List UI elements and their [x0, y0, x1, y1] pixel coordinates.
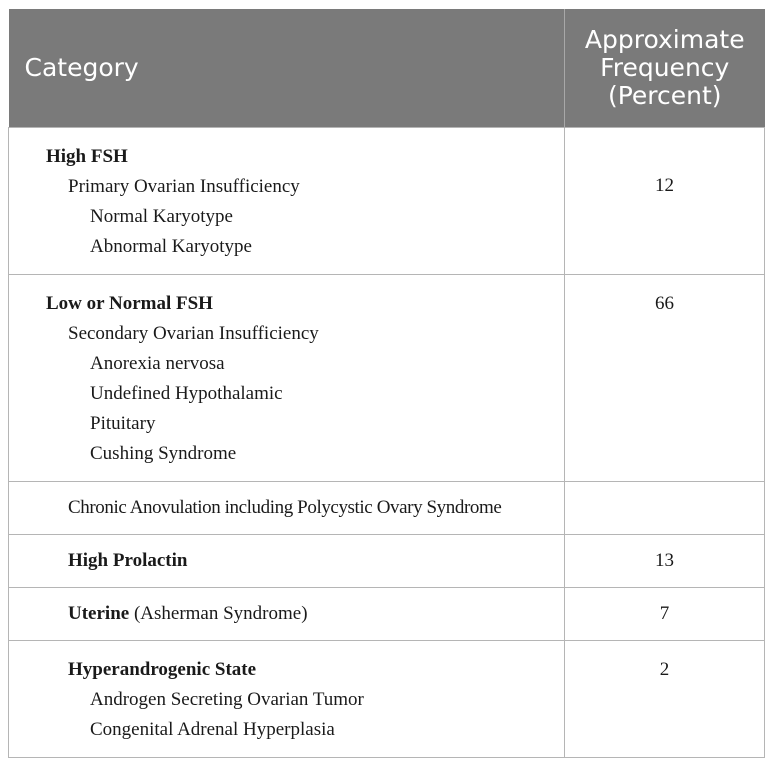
category-cell [9, 128, 565, 275]
amenorrhea-causes-table [8, 9, 765, 758]
frequency-value: 7 [659, 603, 670, 624]
table-row [9, 275, 765, 482]
header-category: Category [9, 9, 565, 128]
list-item: Undefined Hypothalamic [90, 383, 283, 404]
list-item: Anorexia nervosa [90, 353, 225, 374]
list-item: Abnormal Karyotype [90, 236, 252, 257]
category-cell [9, 275, 565, 482]
frequency-value: 2 [659, 659, 670, 680]
list-item: Congenital Adrenal Hyperplasia [90, 719, 335, 740]
list-item: Normal Karyotype [90, 206, 233, 227]
list-item: Cushing Syndrome [90, 443, 237, 464]
frequency-cell [565, 588, 765, 641]
category-cell [9, 535, 565, 588]
category-heading: Low or Normal FSH [46, 293, 213, 314]
category-heading: Hyperandrogenic State [68, 659, 257, 680]
table-row [9, 128, 765, 275]
table-row [9, 641, 765, 758]
category-text: Chronic Anovulation including Polycystic Ovary Syndrome [68, 497, 502, 518]
header-frequency-line: (Percent) [607, 81, 722, 110]
subcategory: Primary Ovarian Insufficiency [68, 176, 300, 197]
table-row [9, 482, 765, 535]
category-line [9, 599, 564, 629]
header-row [9, 9, 765, 128]
category-cell [9, 588, 565, 641]
header-frequency-line: Approximate [584, 25, 745, 54]
category-heading: High FSH [46, 146, 128, 167]
category-heading: Uterine [68, 603, 130, 624]
table-row [9, 535, 765, 588]
category-cell [9, 482, 565, 535]
frequency-value: 66 [655, 293, 674, 314]
list-item: Pituitary [90, 413, 156, 434]
frequency-cell [565, 535, 765, 588]
frequency-value: 12 [655, 175, 674, 196]
table-row [9, 588, 765, 641]
frequency-cell [565, 641, 765, 758]
frequency-cell [565, 275, 765, 482]
frequency-cell [565, 128, 765, 275]
header-frequency-line: Frequency [600, 53, 730, 82]
subcategory: Secondary Ovarian Insufficiency [68, 323, 319, 344]
header-frequency [565, 9, 765, 128]
category-cell [9, 641, 565, 758]
list-item: Androgen Secreting Ovarian Tumor [90, 689, 364, 710]
category-note: (Asherman Syndrome) [129, 603, 308, 624]
category-heading: High Prolactin [68, 550, 188, 571]
frequency-cell [565, 482, 765, 535]
frequency-value: 13 [655, 550, 674, 571]
